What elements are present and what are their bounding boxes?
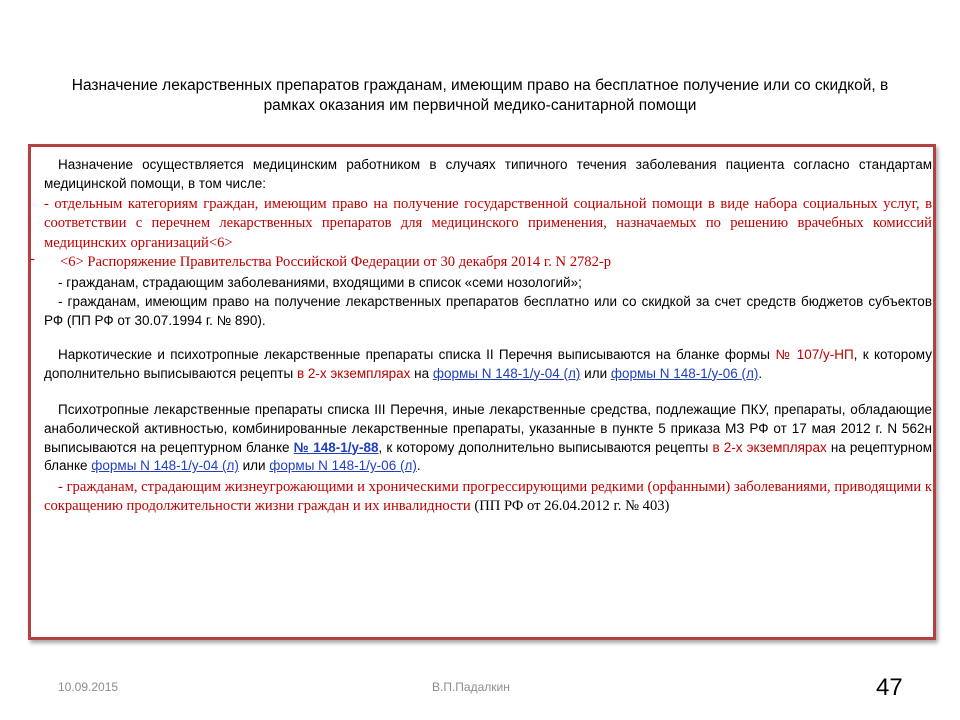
form-148-04-link[interactable]: формы N 148-1/у-04 (л) [91,458,239,474]
page-number: 47 [876,674,903,701]
text: , к которому дополнительно выписываются рецепты [44,347,932,381]
text: . [416,458,421,474]
footer-author: В.П.Падалкин [432,680,510,694]
narcotic-paragraph [44,346,932,383]
text: или [238,458,270,474]
form-107-highlight: № 107/у-НП [775,347,854,363]
text: на рецептурном бланке [44,439,932,474]
slide-title: Назначение лекарственных препаратов гражданам, имеющим право на бесплатное получение или со скидкой, в рамках оказания им первичной медико-санитарной помощи [71,77,889,114]
copies-highlight: в 2-х экземплярах [296,365,411,381]
form-148-04-link[interactable]: формы N 148-1/у-04 (л) [432,365,581,381]
list-item-seven-nosologies: - гражданам, страдающим заболеваниями, входящими в список «семи нозологий»; [58,275,582,291]
form-148-06-link[interactable]: формы N 148-1/у-06 (л) [610,365,759,381]
footnote-dash: - [30,251,35,268]
list-item-regional-budget: - гражданам, имеющим право на получение лекарственных препаратов бесплатно или со скидкой за счет средств бюджетов субъектов РФ (ПП РФ от 30.07.1994 г. № 890). [44,293,932,328]
orphan-diseases-text: - гражданам, страдающим жизнеугрожающими и хроническими прогрессирующими редкими (орфанными) заболеваниями, приводящими к сокращению продолжительности жизни граждан и их инвалидности [44,478,932,515]
text: Психотропные лекарственные препараты списка III Перечня, иные лекарственные средства, подлежащие ПКУ, препараты, обладающие анаболической активностью, комбинированные лекарственные препараты, указанные в пункте 5 приказа МЗ РФ от 17 мая 2012 г. N 562н выписываются на рецептурном бланке [44,402,932,455]
slide-content [30,156,932,516]
decree-reference: (ПП РФ от 26.04.2012 г. № 403) [470,498,670,515]
orphan-diseases-paragraph [44,478,932,517]
footnote-text: <6> Распоряжение Правительства Российской Федерации от 30 декабря 2014 г. N 2782-р [60,254,612,271]
footer-date: 10.09.2015 [58,680,119,694]
text: или [580,365,611,381]
form-148-88-link[interactable]: № 148-1/у-88 [293,439,379,455]
text: , к которому дополнительно выписываются рецепты [378,439,713,455]
text: Наркотические и психотропные лекарственные препараты списка II Перечня выписываются на бланке формы [58,347,776,363]
copies-highlight: в 2-х экземплярах [712,439,827,455]
intro-paragraph: Назначение осуществляется медицинским работником в случаях типичного течения заболевания пациента согласно стандартам медицинской помощи, в том числе: [44,157,932,191]
list-item-social-services: - отдельным категориям граждан, имеющим право на получение государственной социальной помощи в виде набора социальных услуг, в соответствии с перечнем лекарственных препаратов для медицинского применения, назначаемых по решению врачебных комиссий медицинских организаций<6> [44,196,932,251]
psychotropic-paragraph [44,401,932,475]
text: на [410,365,433,381]
form-148-06-link[interactable]: формы N 148-1/у-06 (л) [269,458,417,474]
text: . [758,365,763,381]
